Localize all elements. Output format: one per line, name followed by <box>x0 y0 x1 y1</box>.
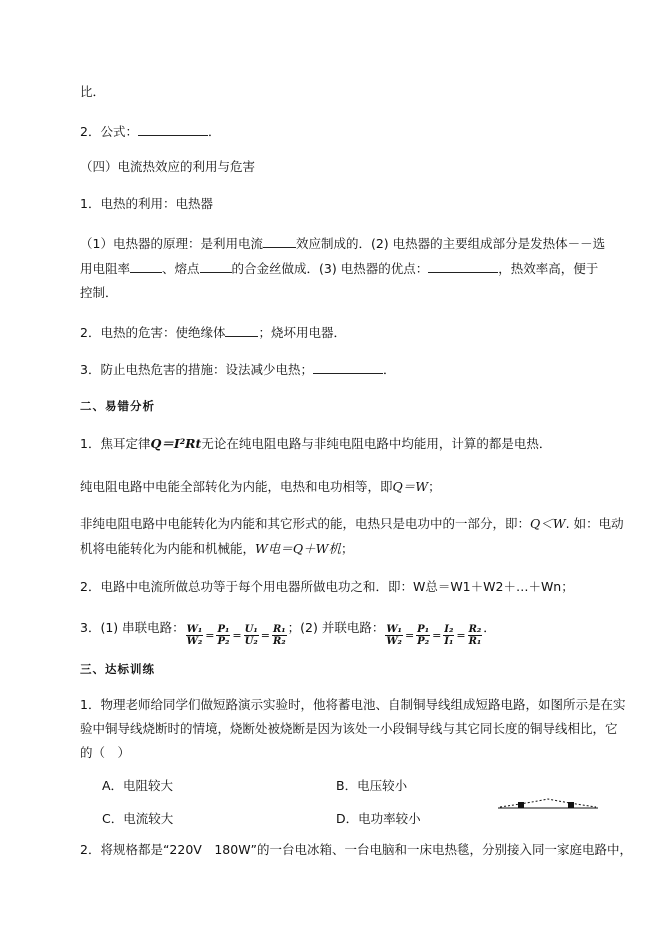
question-text: 验中铜导线烧断时的情境，烧断处被烧断是因为该处一小段铜导线与其它同长度的铜导线相比，它 <box>80 721 618 736</box>
text-line: 2．电路中电流所做总功等于每个用电器所做电功之和．即：W总＝W1＋W2＋…＋Wn； <box>80 579 574 594</box>
joule-formula: Q＝I²Rt <box>150 436 202 451</box>
ratio-formulas: 3．(1) 串联电路： $\frac{\text{W₁}}{\text{W₂}}$ = $\frac{\text{P₁}}{\text{P₂}}$ = $\frac{\text{U₁}}{\text{U₂}}$ = $\frac{\text{R₁}}{\text{R₂}}$ ；(2) 并联电路： $\frac{\text{W₁}}{\text{W₂}}$ = $\frac{\text{P₁}}{\text{P₂}}$ = $\frac{\text{I₂}}{\text{I₁}}$ = $\frac{\text{R₂}}{\text{R₁}}$ ． <box>80 614 496 650</box>
answer-blank[interactable] <box>313 360 383 374</box>
fraction-den: P₂ <box>217 636 230 647</box>
fraction-den: R₁ <box>468 636 482 647</box>
option-d[interactable]: D．电功率较小 <box>336 811 421 826</box>
burnt-wire-figure <box>498 795 598 815</box>
option-a[interactable]: A．电阻较大 <box>102 778 174 793</box>
fraction-num: R₂ <box>468 624 482 635</box>
text-line: （1）电热器的原理：是利用电流 效应制成的．(2) 电热器的主要组成部分是发热体－－选 <box>80 236 606 251</box>
option-c[interactable]: C．电流较大 <box>102 811 174 826</box>
text-line: 非纯电阻电路中电能转化为内能和其它形式的能，电热只是电功中的一部分，即：Q＜W. 如：电动 <box>80 516 624 531</box>
fraction-num: I₂ <box>444 624 454 635</box>
text-line: 3．防止电热危害的措施：设法减少电热； ． <box>80 362 396 377</box>
text-line: 用电阻率 、熔点 的合金丝做成．(3) 电热器的优点： ，热效率高，便于 <box>80 261 599 276</box>
fraction-den: W₂ <box>386 636 402 647</box>
fraction-num: U₁ <box>244 624 258 635</box>
text-line: 1．焦耳定律Q＝I²Rt无论在纯电阻电路与非纯电阻电路中均能用，计算的都是电热． <box>80 436 552 451</box>
answer-blank[interactable] <box>130 259 162 273</box>
text-line: 2．电热的危害：使绝缘体 ；烧坏用电器． <box>80 325 346 340</box>
answer-blank[interactable] <box>138 122 208 136</box>
fraction-num: P₁ <box>417 624 430 635</box>
question-text: 的（ ） <box>80 745 131 760</box>
series-ratio: $\frac{\text{W₁}}{\text{W₂}}$ = $\frac{\text{P₁}}{\text{P₂}}$ = $\frac{\text{U₁}}{\text{U₂}}$ = $\frac{\text{R₁}}{\text{R₂}}$ <box>186 624 286 647</box>
option-b[interactable]: B．电压较小 <box>336 778 408 793</box>
section-heading: （四）电流热效应的利用与危害 <box>80 159 256 174</box>
text-line: 比． <box>80 84 106 99</box>
text-line: 1．电热的利用：电热器 <box>80 196 213 211</box>
fraction-num: R₁ <box>272 624 286 635</box>
fraction-den: U₂ <box>244 636 258 647</box>
fraction-num: W₁ <box>386 624 402 635</box>
fraction-den: I₁ <box>444 636 454 647</box>
fraction-den: W₂ <box>186 636 203 647</box>
fraction-den: R₂ <box>272 636 286 647</box>
parallel-ratio: $\frac{\text{W₁}}{\text{W₂}}$ = $\frac{\text{P₁}}{\text{P₂}}$ = $\frac{\text{I₂}}{\text{I₁}}$ = $\frac{\text{R₂}}{\text{R₁}}$ <box>386 624 482 647</box>
section-title: 三、达标训练 <box>80 662 155 676</box>
text-line: 控制． <box>80 285 118 300</box>
text-line: 机将电能转化为内能和机械能，W电＝Q＋W机； <box>80 541 354 556</box>
answer-blank[interactable] <box>263 234 296 248</box>
answer-blank[interactable] <box>225 323 258 337</box>
answer-blank[interactable] <box>200 259 232 273</box>
fraction-num: W₁ <box>186 624 203 635</box>
formula-question: 2．公式： ． <box>80 124 221 139</box>
section-title: 二、易错分析 <box>80 399 155 413</box>
fraction-den: P₂ <box>417 636 430 647</box>
answer-blank[interactable] <box>428 259 498 273</box>
question-text: 1．物理老师给同学们做短路演示实验时，他将蓄电池、自制铜导线组成短路电路，如图所示是在实 <box>80 697 626 712</box>
fraction-num: P₁ <box>217 624 230 635</box>
question-text: 2．将规格都是“220V 180W”的一台电冰箱、一台电脑和一床电热毯，分别接入同一家庭电路中， <box>80 842 633 857</box>
text-line: 纯电阻电路中电能全部转化为内能，电热和电功相等，即Q＝W； <box>80 479 441 494</box>
